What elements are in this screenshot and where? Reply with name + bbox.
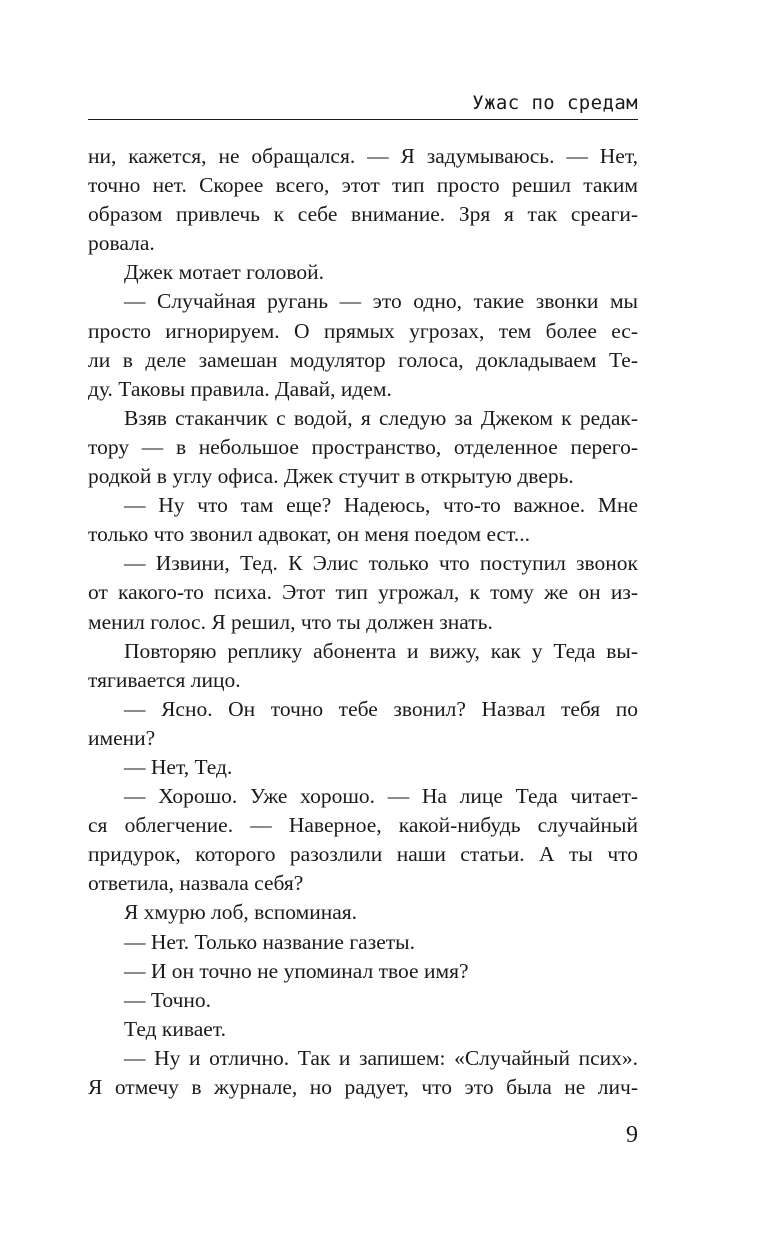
text-line: образом привлечь к себе внимание. Зря я так среаги- <box>88 202 638 227</box>
text-line: — Извини, Тед. К Элис только что поступил звонок <box>124 551 638 576</box>
text-line: — Случайная ругань — это одно, такие звонки мы <box>124 289 638 314</box>
text-line: придурок, которого разозлили наши статьи. А ты что <box>88 842 638 867</box>
text-line: просто игнорируем. О прямых угрозах, тем более ес- <box>88 318 638 343</box>
text-line: — Нет. Только название газеты. <box>124 929 415 954</box>
text-line: — И он точно не упоминал твое имя? <box>124 958 469 983</box>
text-line: ду. Таковы правила. Давай, идем. <box>88 376 392 401</box>
text-line: тягивается лицо. <box>88 667 241 692</box>
text-line: Повторяю реплику абонента и вижу, как у Теда вы- <box>124 638 638 663</box>
text-line: Я хмурю лоб, вспоминая. <box>124 900 358 925</box>
header-rule <box>88 119 638 120</box>
text-line: ответила, назвала себя? <box>88 871 304 896</box>
text-line: точно нет. Скорее всего, этот тип просто решил таким <box>88 173 638 198</box>
text-line: имени? <box>88 725 156 750</box>
text-line: ся облегчение. — Наверное, какой-нибудь случайный <box>88 813 638 838</box>
text-line: родкой в углу офиса. Джек стучит в открытую дверь. <box>88 464 574 489</box>
text-line: — Ясно. Он точно тебе звонил? Назвал тебя по <box>124 696 638 721</box>
text-line: ли в деле замешан модулятор голоса, докладываем Те- <box>88 347 638 372</box>
text-line: — Хорошо. Уже хорошо. — На лице Теда читает- <box>124 784 638 809</box>
text-line: — Нет, Тед. <box>124 754 233 779</box>
page-number: 9 <box>626 1122 638 1148</box>
text-line: Я отмечу в журнале, но радует, что это была не лич- <box>88 1075 638 1099</box>
text-line: Взяв стаканчик с водой, я следую за Джеком к редак- <box>124 405 638 430</box>
text-line: ровала. <box>88 231 155 256</box>
text-line: ни, кажется, не обращался. — Я задумываюсь. — Нет, <box>88 144 638 168</box>
text-line: — Ну и отлично. Так и запишем: «Случайный псих». <box>124 1045 638 1070</box>
text-line: от какого-то психа. Этот тип угрожал, к тому же он из- <box>88 580 638 605</box>
text-line: — Ну что там еще? Надеюсь, что-то важное. Мне <box>124 493 638 518</box>
text-line: Тед кивает. <box>124 1016 226 1041</box>
text-line: тору — в небольшое пространство, отделенное перего- <box>88 434 638 459</box>
running-head-title: Ужас по средам <box>472 92 638 114</box>
text-line: — Точно. <box>124 987 212 1012</box>
text-line: Джек мотает головой. <box>124 260 325 285</box>
body-text <box>88 142 638 1102</box>
text-line: менил голос. Я решил, что ты должен знать. <box>88 609 493 634</box>
text-line: только что звонил адвокат, он меня поедом ест... <box>88 522 530 547</box>
